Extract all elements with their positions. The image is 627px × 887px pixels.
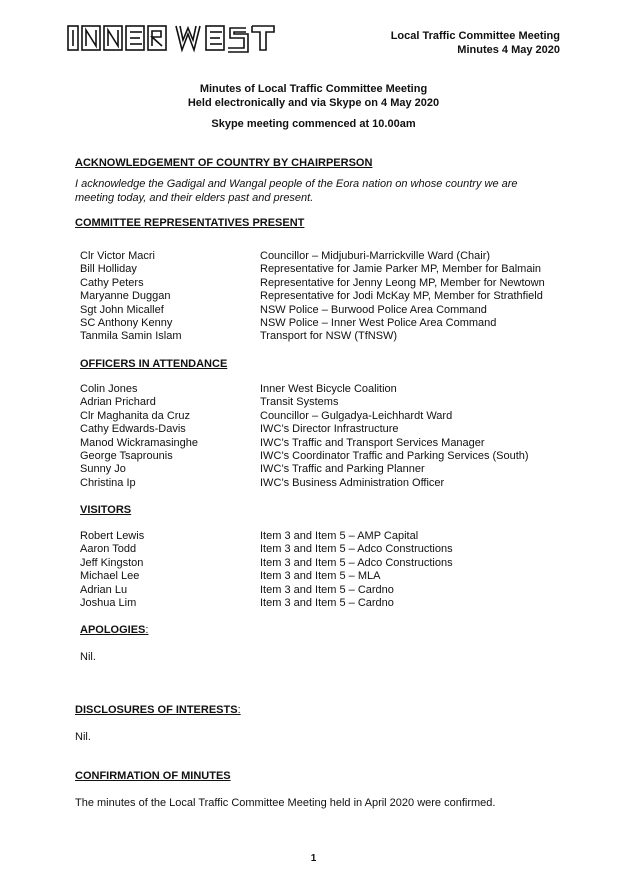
header-title-line2: Minutes 4 May 2020	[457, 44, 560, 56]
officer-role: IWC’s Traffic and Parking Planner	[260, 463, 425, 476]
apologies-colon: :	[145, 624, 149, 636]
officers-heading: OFFICERS IN ATTENDANCE	[80, 358, 228, 370]
officer-role: Transit Systems	[260, 396, 339, 409]
list-item	[80, 410, 529, 423]
page-number: 1	[310, 853, 317, 864]
visitor-role: Item 3 and Item 5 – Cardno	[260, 583, 394, 596]
disclosures-text: Nil.	[75, 731, 91, 743]
list-item	[80, 290, 545, 303]
disclosures-colon: :	[237, 704, 241, 716]
officer-role: IWC’s Coordinator Traffic and Parking Services (South)	[260, 450, 529, 463]
member-name: Tanmila Samin Islam	[80, 330, 182, 343]
visitor-name: Michael Lee	[80, 570, 140, 583]
visitors-list	[80, 530, 453, 610]
officer-name: Christina Ip	[80, 476, 136, 489]
officer-name: Adrian Prichard	[80, 396, 156, 409]
list-item	[80, 463, 529, 476]
visitor-role: Item 3 and Item 5 – MLA	[260, 570, 381, 583]
officer-name: Manod Wickramasinghe	[80, 436, 198, 449]
officer-name: George Tsaprounis	[80, 450, 173, 463]
intro-line2: Held electronically and via Skype on 4 May 2020	[187, 97, 440, 109]
officer-role: IWC’s Business Administration Officer	[260, 476, 445, 489]
list-item	[80, 570, 453, 583]
officer-name: Clr Maghanita da Cruz	[80, 409, 191, 422]
list-item	[80, 423, 529, 436]
apologies-text: Nil.	[80, 651, 96, 663]
officer-role: IWC’s Traffic and Transport Services Manager	[260, 436, 485, 449]
intro-line3: Skype meeting commenced at 10.00am	[211, 118, 416, 130]
list-item	[80, 304, 545, 317]
officer-name: Colin Jones	[80, 383, 138, 395]
member-role: NSW Police – Burwood Police Area Command	[260, 303, 487, 316]
list-item	[80, 437, 529, 450]
visitor-role: Item 3 and Item 5 – AMP Capital	[260, 530, 419, 542]
list-item	[80, 250, 545, 263]
member-role: Representative for Jenny Leong MP, Member for Newtown	[260, 276, 545, 289]
visitor-role: Item 3 and Item 5 – Adco Constructions	[260, 543, 453, 556]
acknowledgement-heading: ACKNOWLEDGEMENT OF COUNTRY BY CHAIRPERSON	[75, 157, 373, 169]
officer-role: Councillor – Gulgadya-Leichhardt Ward	[260, 409, 453, 422]
visitor-name: Robert Lewis	[80, 530, 145, 542]
visitor-name: Jeff Kingston	[80, 556, 144, 569]
visitor-name: Joshua Lim	[80, 597, 137, 610]
officer-role: Inner West Bicycle Coalition	[260, 383, 397, 395]
member-role: NSW Police – Inner West Police Area Command	[260, 317, 497, 330]
list-item	[80, 383, 529, 396]
header-title-line1: Local Traffic Committee Meeting	[390, 30, 560, 42]
list-item	[80, 597, 453, 610]
visitor-name: Aaron Todd	[80, 543, 137, 556]
member-role: Representative for Jodi McKay MP, Member for Strathfield	[260, 290, 543, 303]
member-name: Maryanne Duggan	[80, 290, 171, 303]
list-item	[80, 277, 545, 290]
member-name: Cathy Peters	[80, 276, 144, 289]
list-item	[80, 263, 545, 276]
disclosures-heading	[75, 703, 241, 717]
officers-list	[80, 383, 529, 490]
officer-name: Cathy Edwards-Davis	[80, 423, 186, 436]
visitor-role: Item 3 and Item 5 – Adco Constructions	[260, 556, 453, 569]
inner-west-logo	[66, 22, 276, 54]
member-role: Councillor – Midjuburi-Marrickville Ward (Chair)	[260, 250, 491, 262]
confirmation-text: The minutes of the Local Traffic Committee Meeting held in April 2020 were confirmed.	[75, 797, 496, 809]
member-role: Transport for NSW (TfNSW)	[260, 330, 398, 343]
member-name: Clr Victor Macri	[80, 250, 155, 262]
officer-name: Sunny Jo	[80, 463, 126, 476]
apologies-heading	[80, 623, 148, 637]
intro-line1: Minutes of Local Traffic Committee Meeting	[199, 83, 428, 95]
list-item	[80, 396, 529, 409]
apologies-heading-text: APOLOGIES	[80, 624, 146, 636]
list-item	[80, 543, 453, 556]
member-name: Sgt John Micallef	[80, 303, 164, 316]
visitor-name: Adrian Lu	[80, 583, 128, 596]
member-name: SC Anthony Kenny	[80, 317, 173, 330]
disclosures-heading-text: DISCLOSURES OF INTERESTS	[75, 704, 238, 716]
committee-list	[80, 250, 545, 344]
officer-role: IWC’s Director Infrastructure	[260, 423, 399, 436]
list-item	[80, 450, 529, 463]
list-item	[80, 477, 529, 490]
visitor-role: Item 3 and Item 5 – Cardno	[260, 597, 394, 610]
list-item	[80, 330, 545, 343]
document-header-title	[391, 29, 560, 57]
list-item	[80, 557, 453, 570]
list-item	[80, 530, 453, 543]
list-item	[80, 317, 545, 330]
visitors-heading: VISITORS	[80, 504, 132, 516]
acknowledgement-text: I acknowledge the Gadigal and Wangal people of the Eora nation on whose country we are meeting today, and their elders past and present.	[75, 178, 518, 204]
confirmation-heading: CONFIRMATION OF MINUTES	[75, 770, 231, 782]
member-name: Bill Holliday	[80, 263, 137, 276]
member-role: Representative for Jamie Parker MP, Member for Balmain	[260, 263, 542, 276]
committee-heading: COMMITTEE REPRESENTATIVES PRESENT	[75, 217, 305, 229]
list-item	[80, 584, 453, 597]
